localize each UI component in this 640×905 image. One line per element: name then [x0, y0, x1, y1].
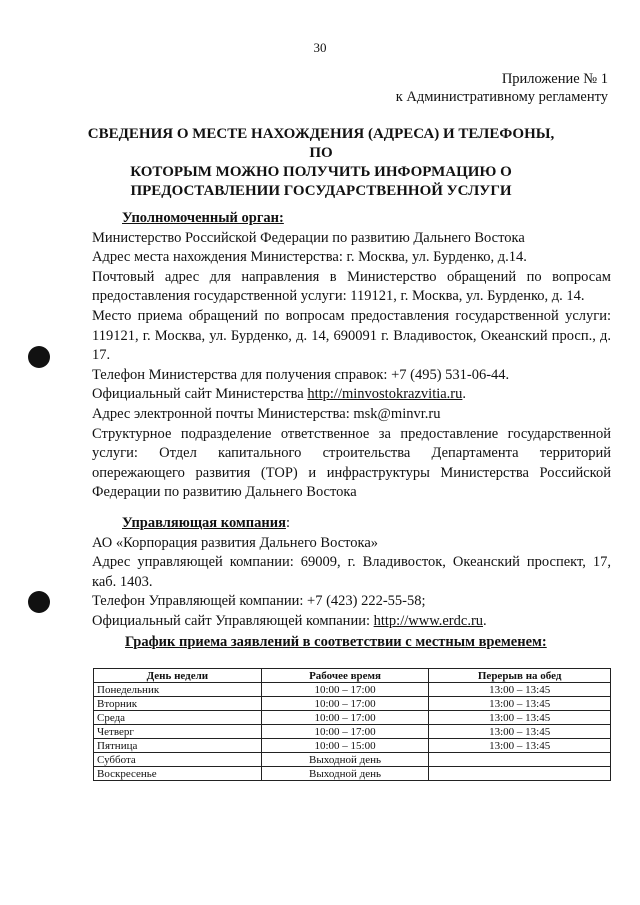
cell-lunch-break: 13:00 – 13:45 [429, 711, 611, 725]
company-site-label: Официальный сайт Управляющей компании: [92, 612, 374, 629]
company-heading: Управляющая компания [122, 515, 286, 531]
cell-lunch-break [429, 753, 611, 767]
cell-work-time: 10:00 – 17:00 [261, 711, 429, 725]
cell-day: Среда [94, 711, 262, 725]
authority-section [92, 209, 611, 503]
cell-work-time: 10:00 – 17:00 [261, 683, 429, 697]
cell-day: Суббота [94, 753, 262, 767]
cell-lunch-break: 13:00 – 13:45 [429, 725, 611, 739]
punch-hole [28, 346, 50, 368]
cell-day: Четверг [94, 725, 262, 739]
schedule-heading: График приема заявлений в соответствии с местным временем: [125, 634, 547, 650]
cell-day: Воскресенье [94, 767, 262, 781]
cell-lunch-break: 13:00 – 13:45 [429, 697, 611, 711]
table-row [94, 683, 611, 697]
cell-day: Понедельник [94, 683, 262, 697]
schedule-table [93, 668, 611, 781]
company-site-link[interactable]: http://www.erdc.ru [373, 612, 484, 629]
table-row [94, 711, 611, 725]
company-site: Официальный сайт Управляющей компании: http://www.erdc.ru. [92, 612, 487, 629]
cell-lunch-break: 13:00 – 13:45 [429, 683, 611, 697]
cell-lunch-break: 13:00 – 13:45 [429, 739, 611, 753]
cell-lunch-break [429, 767, 611, 781]
punch-hole [28, 591, 50, 613]
page-number: 30 [313, 40, 327, 55]
authority-unit: Структурное подразделение ответственное за предоставление государственной услуги: Отдел капитального строительства Департамента территорий опережающего развития (ТОР) и инфраструктуры Министерства Российской Федерации по развитию Дальнего Востока [92, 425, 611, 501]
header-work-time: Рабочее время [261, 669, 429, 683]
company-section [92, 514, 611, 632]
appendix-note [396, 70, 608, 106]
appendix-line-2: к Административному регламенту [395, 89, 608, 105]
authority-site: Официальный сайт Министерства http://minvostokrazvitia.ru. [92, 386, 467, 403]
title-line-3: ПРЕДОСТАВЛЕНИИ ГОСУДАРСТВЕННОЙ УСЛУГИ [130, 183, 512, 199]
document-title [80, 125, 562, 201]
authority-reception-address: Место приема обращений по вопросам предоставления государственной услуги: 119121, г. Москва, ул. Бурденко, д. 14, 690091 г. Владивосток, Океанский просп., д. 17. [92, 307, 611, 364]
header-lunch-break: Перерыв на обед [429, 669, 611, 683]
authority-location: Адрес места нахождения Министерства: г. Москва, ул. Бурденко, д.14. [92, 249, 527, 266]
table-row [94, 725, 611, 739]
authority-email: Адрес электронной почты Министерства: msk@minvr.ru [92, 405, 441, 422]
cell-work-time: Выходной день [261, 767, 429, 781]
company-phone: Телефон Управляющей компании: +7 (423) 222-55-58; [92, 593, 426, 610]
table-row [94, 697, 611, 711]
authority-heading: Уполномоченный орган: [122, 210, 284, 226]
appendix-line-1: Приложение № 1 [501, 71, 608, 87]
title-line-1: СВЕДЕНИЯ О МЕСТЕ НАХОЖДЕНИЯ (АДРЕСА) И ТЕЛЕФОНЫ, ПО [87, 126, 555, 161]
schedule-header-row [94, 669, 611, 683]
table-row [94, 767, 611, 781]
authority-postal-address: Почтовый адрес для направления в Министерство обращений по вопросам предоставления государственной услуги: 119121, г. Москва, ул. Бурденко, д. 14. [92, 268, 611, 305]
cell-work-time: 10:00 – 17:00 [261, 725, 429, 739]
company-heading-line: Управляющая компания: [122, 515, 290, 531]
cell-work-time: Выходной день [261, 753, 429, 767]
table-row [94, 739, 611, 753]
authority-name: Министерство Российской Федерации по развитию Дальнего Востока [92, 229, 525, 246]
company-name: АО «Корпорация развития Дальнего Востока» [92, 534, 379, 551]
authority-site-link[interactable]: http://minvostokrazvitia.ru [307, 386, 463, 403]
title-line-2: КОТОРЫМ МОЖНО ПОЛУЧИТЬ ИНФОРМАЦИЮ О [130, 164, 512, 180]
header-day: День недели [94, 669, 262, 683]
table-row [94, 753, 611, 767]
cell-work-time: 10:00 – 15:00 [261, 739, 429, 753]
authority-phone: Телефон Министерства для получения справок: +7 (495) 531-06-44. [92, 366, 510, 383]
cell-work-time: 10:00 – 17:00 [261, 697, 429, 711]
authority-site-label: Официальный сайт Министерства [92, 386, 308, 403]
cell-day: Пятница [94, 739, 262, 753]
company-address: Адрес управляющей компании: 69009, г. Владивосток, Океанский проспект, 17, каб. 1403. [92, 554, 611, 590]
cell-day: Вторник [94, 697, 262, 711]
